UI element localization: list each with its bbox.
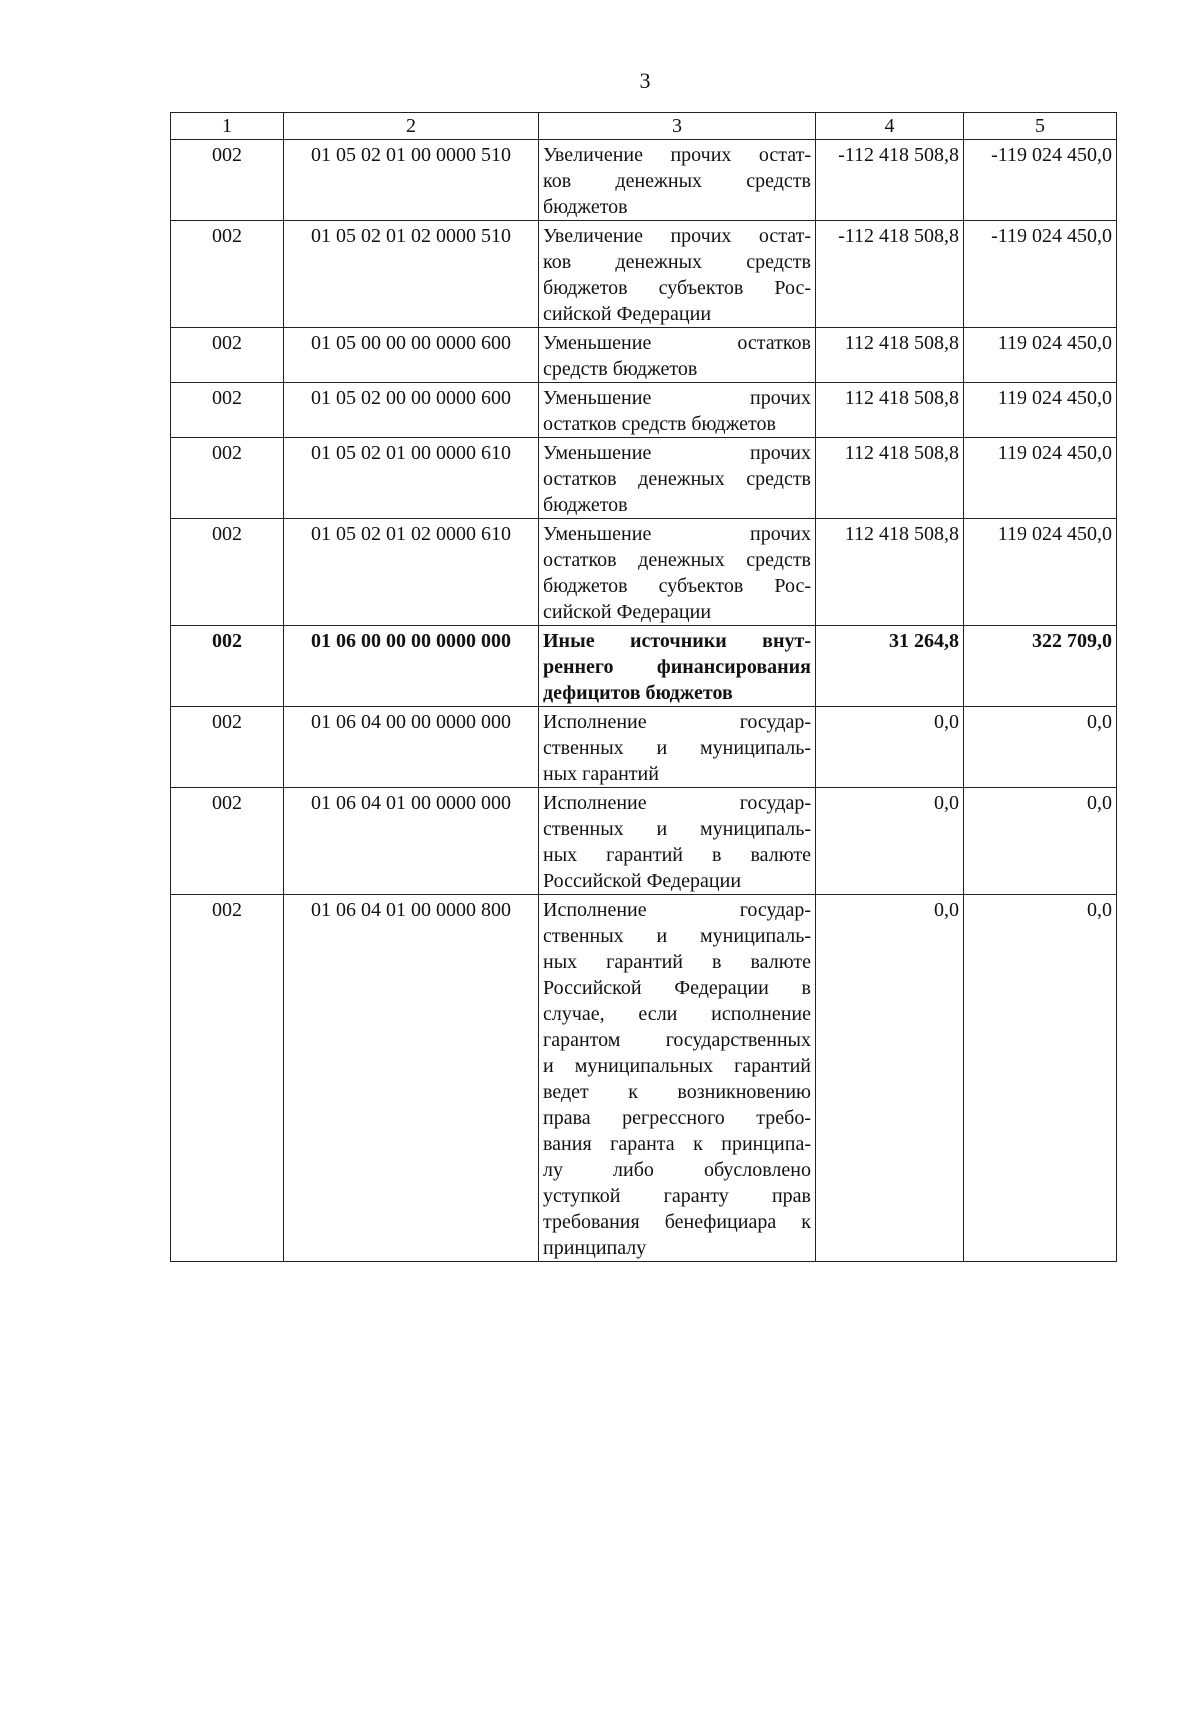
source-name-line: ственных и муниципаль- [543,737,811,759]
page-number: 3 [639,68,651,93]
source-name-line: остатков денежных средств [543,549,811,571]
source-name-line: ков денежных средств [543,251,811,273]
amount-year-2-cell: 322 709,0 [964,626,1117,707]
table-row [171,221,1117,328]
admin-code-cell: 002 [171,438,284,519]
source-name-line: остатков денежных средств [543,468,811,490]
admin-code-cell: 002 [171,788,284,895]
table-row [171,519,1117,626]
table-row [171,626,1117,707]
admin-code-cell: 002 [171,383,284,438]
sources-financing-table [170,112,1117,1262]
admin-code-cell: 002 [171,519,284,626]
source-name-cell [539,328,816,383]
admin-code-cell: 002 [171,895,284,1262]
source-name-line: лу либо обусловлено [543,1159,811,1181]
table-row [171,895,1117,1262]
source-name-line: Уменьшение прочих [543,387,811,409]
source-name-line: сийской Федерации [543,303,712,325]
table-header [171,113,1117,140]
column-number-2: 2 [284,113,539,140]
amount-year-1-cell: 0,0 [816,788,964,895]
amount-year-2-cell: 0,0 [964,895,1117,1262]
admin-code-cell: 002 [171,328,284,383]
source-name-line: средств бюджетов [543,358,698,380]
amount-year-2-cell: 119 024 450,0 [964,328,1117,383]
amount-year-2-cell: -119 024 450,0 [964,221,1117,328]
source-name-cell [539,221,816,328]
source-name-line: Увеличение прочих остат- [543,225,811,247]
column-number-4: 4 [816,113,964,140]
source-name-line: случае, если исполнение [543,1003,811,1025]
table-row [171,140,1117,221]
amount-year-2-cell: 0,0 [964,707,1117,788]
table-body [171,140,1117,1262]
source-name-cell [539,707,816,788]
source-name-line: и муниципальных гарантий [543,1055,811,1077]
source-name-line: дефицитов бюджетов [543,682,733,704]
source-name-line: ных гарантий [543,763,659,785]
table-row [171,328,1117,383]
budget-classification-code-cell: 01 05 02 01 02 0000 610 [284,519,539,626]
source-name-line: бюджетов субъектов Рос- [543,277,811,299]
source-name-line: Увеличение прочих остат- [543,144,811,166]
admin-code-cell: 002 [171,140,284,221]
column-number-5: 5 [964,113,1117,140]
admin-code-cell: 002 [171,626,284,707]
source-name-line: Уменьшение прочих [543,523,811,545]
source-name-cell [539,519,816,626]
budget-classification-code-cell: 01 05 02 01 00 0000 610 [284,438,539,519]
source-name-line: принципалу [543,1237,647,1259]
source-name-line: бюджетов [543,494,628,516]
source-name-line: ных гарантий в валюте [543,951,811,973]
source-name-line: Исполнение государ- [543,792,811,814]
source-name-line: Иные источники внут- [543,630,811,652]
amount-year-1-cell: 0,0 [816,707,964,788]
source-name-line: Исполнение государ- [543,899,811,921]
table-row [171,788,1117,895]
source-name-line: Российской Федерации в [543,977,811,999]
amount-year-2-cell: 0,0 [964,788,1117,895]
source-name-cell [539,140,816,221]
budget-classification-code-cell: 01 06 04 01 00 0000 800 [284,895,539,1262]
source-name-line: Российской Федерации [543,870,742,892]
source-name-line: ведет к возникновению [543,1081,811,1103]
source-name-line: остатков средств бюджетов [543,413,776,435]
amount-year-1-cell: 112 418 508,8 [816,328,964,383]
amount-year-1-cell: 31 264,8 [816,626,964,707]
source-name-line: ственных и муниципаль- [543,818,811,840]
source-name-line: вания гаранта к принципа- [543,1133,811,1155]
budget-classification-code-cell: 01 05 02 01 02 0000 510 [284,221,539,328]
source-name-line: Уменьшение остатков [543,332,811,354]
source-name-line: ков денежных средств [543,170,811,192]
admin-code-cell: 002 [171,221,284,328]
amount-year-2-cell: 119 024 450,0 [964,383,1117,438]
budget-classification-code-cell: 01 05 02 00 00 0000 600 [284,383,539,438]
amount-year-1-cell: 0,0 [816,895,964,1262]
source-name-cell [539,788,816,895]
source-name-cell [539,895,816,1262]
source-name-line: реннего финансирования [543,656,811,678]
amount-year-1-cell: -112 418 508,8 [816,140,964,221]
table-row [171,438,1117,519]
source-name-line: требования бенефициара к [543,1211,811,1233]
amount-year-2-cell: 119 024 450,0 [964,519,1117,626]
amount-year-1-cell: 112 418 508,8 [816,383,964,438]
source-name-line: права регрессного требо- [543,1107,811,1129]
budget-classification-code-cell: 01 06 04 00 00 0000 000 [284,707,539,788]
source-name-line: ственных и муниципаль- [543,925,811,947]
budget-classification-code-cell: 01 05 00 00 00 0000 600 [284,328,539,383]
admin-code-cell: 002 [171,707,284,788]
source-name-line: бюджетов [543,196,628,218]
column-number-row [171,113,1117,140]
amount-year-1-cell: 112 418 508,8 [816,519,964,626]
source-name-line: Исполнение государ- [543,711,811,733]
source-name-cell [539,383,816,438]
source-name-line: гарантом государственных [543,1029,811,1051]
amount-year-1-cell: -112 418 508,8 [816,221,964,328]
source-name-cell [539,438,816,519]
budget-classification-code-cell: 01 06 04 01 00 0000 000 [284,788,539,895]
budget-classification-code-cell: 01 05 02 01 00 0000 510 [284,140,539,221]
budget-classification-code-cell: 01 06 00 00 00 0000 000 [284,626,539,707]
source-name-line: уступкой гаранту прав [543,1185,811,1207]
column-number-1: 1 [171,113,284,140]
amount-year-1-cell: 112 418 508,8 [816,438,964,519]
column-number-3: 3 [539,113,816,140]
source-name-cell [539,626,816,707]
table-row [171,383,1117,438]
source-name-line: ных гарантий в валюте [543,844,811,866]
amount-year-2-cell: -119 024 450,0 [964,140,1117,221]
table-row [171,707,1117,788]
source-name-line: сийской Федерации [543,601,712,623]
source-name-line: Уменьшение прочих [543,442,811,464]
amount-year-2-cell: 119 024 450,0 [964,438,1117,519]
source-name-line: бюджетов субъектов Рос- [543,575,811,597]
